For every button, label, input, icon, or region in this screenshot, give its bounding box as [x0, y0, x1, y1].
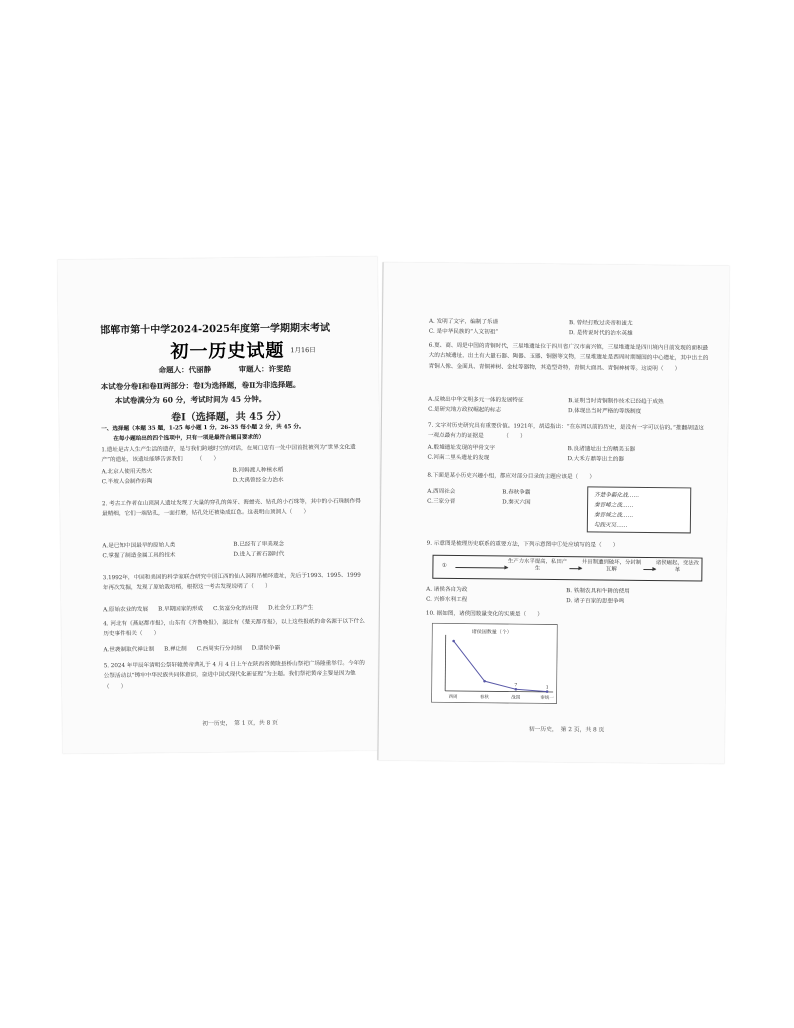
toc-item: 秦晋崤之战…… [594, 502, 634, 509]
x-tick-label: 西周 [448, 694, 458, 701]
option-d: D.社会分工的产生 [268, 605, 314, 612]
question-5: 5. 2024 年甲辰年清明公祭轩辕黄帝典礼于 4 月 4 日上午在陕西省黄陵县桥山祭祀广场隆重举行。今年的公祭活动以“铸牢中华民族共同体意识，奋进中国式现代化新征程”为主题。我们祭祀黄帝主要是因为他（ ） [103, 660, 365, 691]
author-line: 命题人：代丽静 [158, 365, 212, 375]
question-1: 1.遗址是古人生产生活的遗存，是与我们跨越时空的对话，在周口店有一处中国首批被列为“世界文化遗产”的遗址，该遗址能够告诉我们 （ ） [101, 444, 356, 464]
reviewer-line: 审题人：许雯皓 [238, 364, 292, 374]
option-c: C.半坡人会制作彩陶 [101, 478, 153, 486]
toc-item: 齐楚争霸化战…… [594, 492, 639, 499]
option-c: C.是研究地方政权崛起的标志 [428, 406, 502, 414]
question-2: 2. 考古工作者在山顶洞人遗址发现了大量的穿孔的兽牙、海蚶壳、钻孔的小石珠等，其中的小石珠制作得最精细，它们一端钻孔，一面打磨，钻孔处还被染成红色。这表明山顶洞人（ ） [101, 498, 361, 518]
table-of-contents-box [587, 486, 691, 533]
option-c: C.三家分晋 [427, 498, 456, 506]
option-b: B. 铁制农具和牛耕的使用 [566, 588, 630, 595]
flow-arrow [455, 567, 507, 569]
option-b: B.春秋争霸 [502, 489, 531, 496]
exam-page-1 [57, 256, 382, 753]
option-a: A.世袭制取代禅让制 [103, 646, 155, 654]
flow-node-4: 诸侯崛起，变法改革 [655, 560, 700, 574]
question-1-options [102, 464, 364, 487]
page-footer: 初一历史， 第 2 页，共 8 页 [528, 726, 605, 734]
question-8: 8.下面是某小历史兴趣小组，都应对部分目录的主题应该是（ ） [427, 472, 595, 481]
option-d: D. 诸子百家的思想争鸣 [566, 598, 625, 605]
question-8-options [427, 487, 577, 509]
question-6-options [428, 395, 708, 418]
option-d: D.大禹曾经全力治水 [232, 477, 284, 485]
question-7: 7. 文字对历史研究具有重要价值。1921年，胡适指出：“在东周以前的历史，是没有一字可以信的。”推翻胡适这一观点最有力的证据是 （ ） [427, 422, 704, 441]
flow-arrow [569, 568, 581, 569]
option-a: A.反映出中华文明多元一体的发展特征 [428, 396, 524, 404]
option-a: A.西周社会 [427, 488, 456, 495]
option-d: D. 是传说时代的治水英雄 [568, 330, 633, 338]
question-2-options [102, 538, 364, 561]
option-c: C. 兴修水利工程 [426, 596, 468, 604]
question-6: 6.夏、商、周是中国的青铜时代，三星堆遗址位于四川省广汉市南兴镇，三星堆遗址是四川境内目前发现的面积最大的古城遗址，出土有大量石器、陶器、玉器、铜器等文物，三星堆遗址是西周时期蜀国的中心遗址，其中出土的青铜人像、金面具、青铜神树、金杖等器物，其造型奇特，青铜大面具、青铜神树等。这说明（ ） [428, 342, 709, 373]
question-3-options [103, 603, 313, 615]
instructions-line-1: 一、选择题（本题 35 题，1-25 每小题 1 分，26-35 每小题 2 分，共 45 分。 [101, 424, 305, 433]
exam-info-1: 本试卷分卷Ⅰ和卷Ⅱ两部分：卷Ⅰ为选择题，卷Ⅱ为非选择题。 [100, 380, 301, 392]
toc-item: 秦晋城之战…… [593, 512, 634, 519]
states-count-chart [431, 623, 558, 704]
option-b: B.良渚遗址出土的精美玉器 [567, 446, 636, 453]
option-b: B.早期国家的形成 [158, 606, 204, 613]
flow-diagram [432, 555, 702, 582]
question-9-options [426, 585, 706, 608]
section-heading: 卷Ⅰ（选择题，共 45 分） [171, 411, 287, 424]
option-c: C.贫富分化的出现 [213, 605, 259, 613]
option-d: D.诸侯争霸 [251, 645, 281, 652]
exam-date: 1月16日 [290, 345, 316, 355]
page-footer: 初一历史， 第 1 页，共 8 页 [202, 720, 278, 728]
exam-title: 初一历史试题 [170, 340, 285, 363]
flow-arrow [643, 569, 655, 570]
option-b: B.证明当时青铜制作技术已经趋于成熟 [568, 398, 664, 406]
option-a: A.北京人使用天然火 [101, 468, 153, 476]
toc-item: 勾践灭吴…… [593, 522, 628, 529]
data-label: 1 [545, 685, 549, 691]
x-tick-label: 战国 [511, 695, 521, 701]
option-a: A.原始农业的发展 [103, 606, 149, 614]
x-tick-label: 秦统一 [540, 695, 554, 702]
option-b: B.禅让制 [164, 646, 187, 653]
school-title: 邯郸市第十中学2024-2025年度第一学期期末考试 [100, 322, 331, 337]
question-10: 10. 据如图，诸侯国数量变化的实质是（ ） [425, 610, 543, 618]
option-b: B. 曾经打败过炎帝和蚩尤 [568, 320, 633, 327]
option-d: D.大禾方鼎等出土的器 [567, 456, 625, 463]
question-4: 4. 河北有《燕赵都市报》，山东有《齐鲁晚报》，湖北有《楚天都市报》，以上这些报纸的命名源于以下什么历史事件相关（ ） [103, 618, 365, 638]
option-c: C.西周实行分封制 [196, 645, 242, 653]
option-d: D.进入了新石器时代 [233, 551, 285, 559]
option-b: B.已经有了审美观念 [233, 541, 285, 548]
option-a: A.殷墟遗址发现的甲骨文字 [427, 444, 496, 452]
exam-page-2 [377, 262, 729, 764]
chart-title: 诸侯国数量（个） [471, 629, 512, 636]
option-d: D.秦灭六国 [502, 499, 531, 506]
option-c: C.河南二里头遗址的发现 [427, 454, 490, 462]
option-d: D.体现出当时严格的等级制度 [568, 408, 642, 416]
x-tick-label: 春秋 [479, 695, 489, 701]
flow-node-2: 生产力水平提高，私田产生 [507, 558, 568, 572]
data-label: 7 [514, 683, 518, 689]
option-a: A. 发明了文字，编制了乐谱 [428, 318, 499, 326]
option-c: C.掌握了制造金属工具的技术 [102, 552, 176, 560]
question-5-options [429, 317, 709, 340]
question-4-options [103, 643, 280, 655]
exam-info-2: 本试卷满分为 60 分，考试时间为 45 分钟。 [114, 394, 267, 406]
question-3: 3.1992年，中国和美国的科学家联合研究中国江西的仙人洞和吊桶环遗址，先后于1993、1995、1999年再次发掘，发现了原始栽培稻，根据这一考古发现说明了（ ） [102, 572, 361, 592]
flow-node-1: ① [441, 562, 447, 569]
option-a: A. 诸侯各自为政 [426, 586, 468, 594]
option-b: B.河姆渡人种植水稻 [232, 467, 284, 474]
option-c: C. 是中华民族的“人文初祖” [428, 328, 499, 336]
flow-node-3: 井田制遭到破坏，分封制瓦解 [581, 559, 642, 573]
question-9: 9. 示意图是梳理历史联系的重要方法，下列示意图中①处应填写的是（ ） [426, 540, 619, 549]
option-a: A.是已知中国最早的原始人类 [102, 542, 176, 550]
question-7-options [428, 443, 708, 466]
instructions-line-2: 在每小题给出的四个选项中，只有一项是最符合题目要求的） [113, 434, 265, 443]
